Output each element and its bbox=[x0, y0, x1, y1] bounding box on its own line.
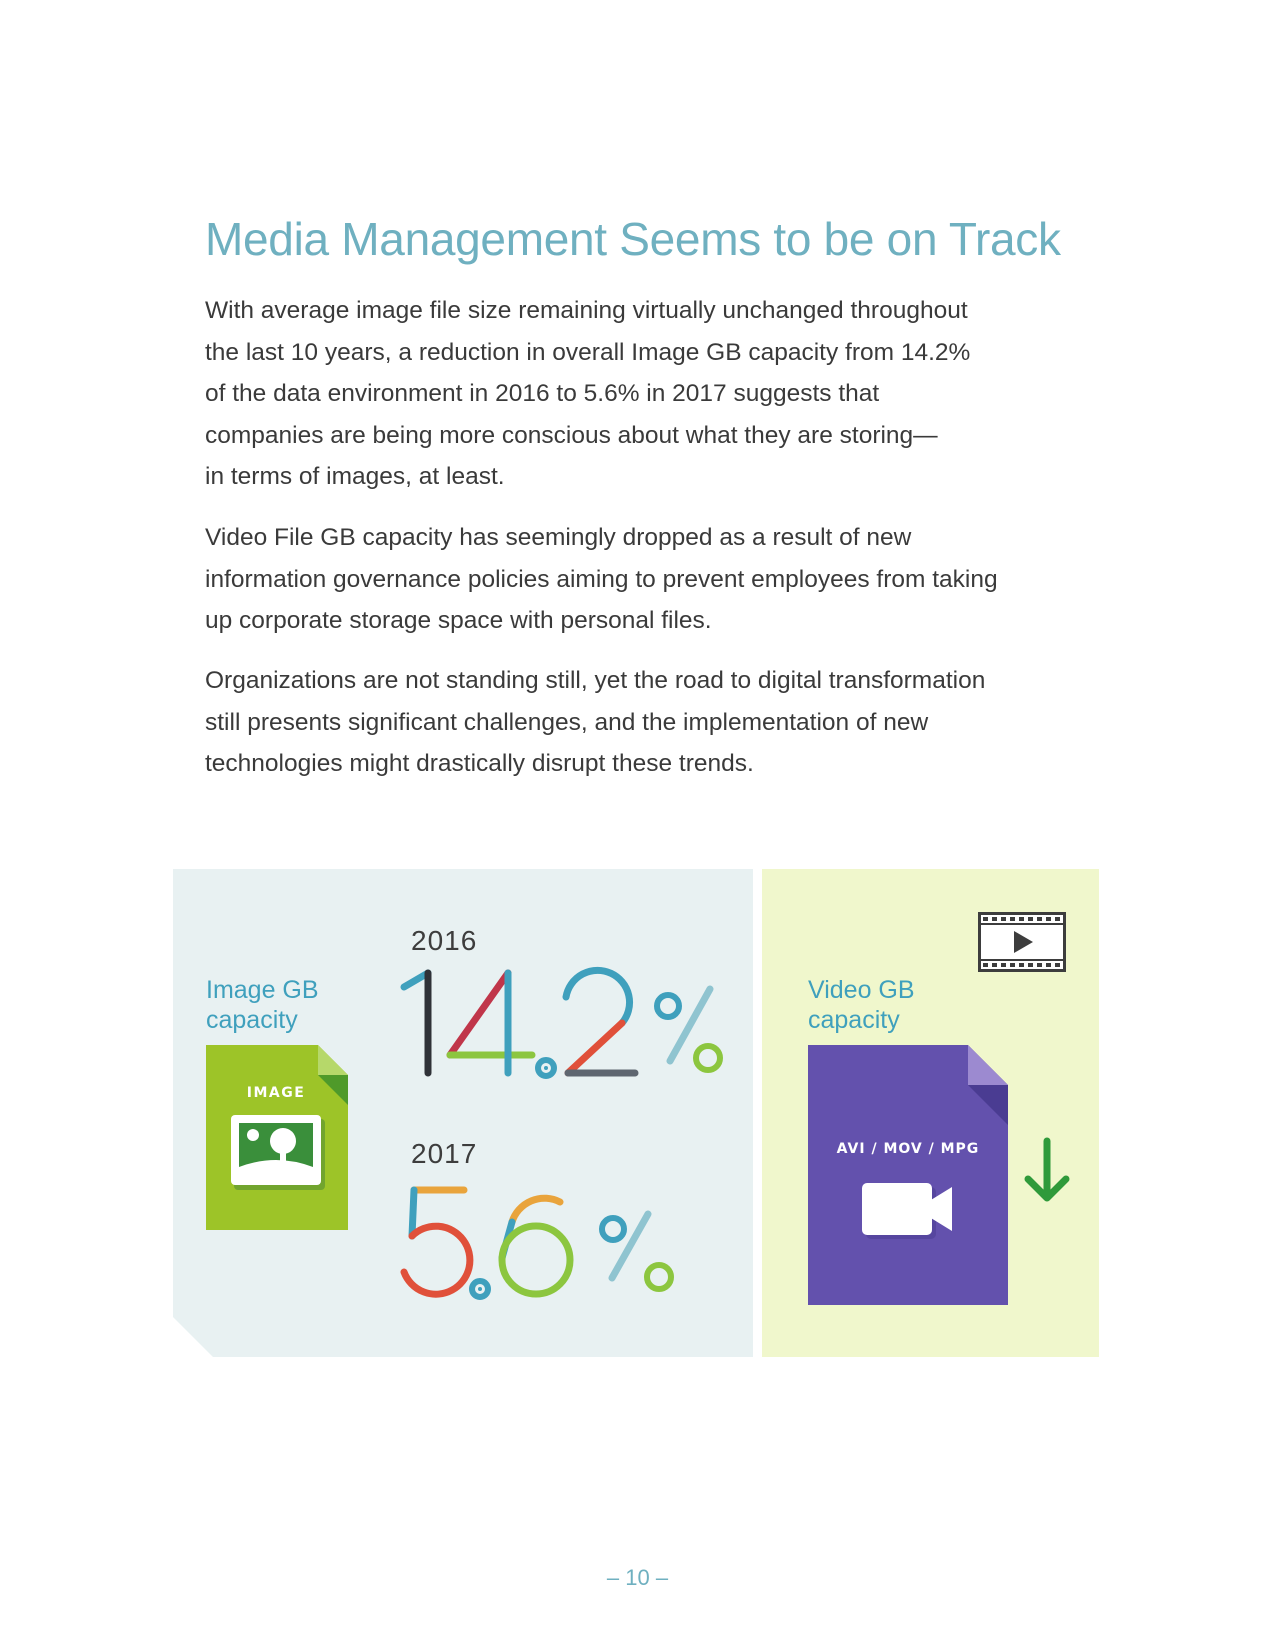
label-line: capacity bbox=[206, 1006, 298, 1034]
video-file-icon bbox=[808, 1045, 1008, 1305]
page-number: – 10 – bbox=[606, 1565, 669, 1590]
paragraph-3 bbox=[205, 660, 1085, 785]
year-2016: 2016 bbox=[411, 925, 478, 956]
paragraph-line: in terms of images, at least. bbox=[205, 463, 505, 490]
year-2017: 2017 bbox=[411, 1138, 478, 1169]
page-title: Media Management Seems to be on Track bbox=[205, 213, 1061, 265]
paragraph-line: the last 10 years, a reduction in overall Image GB capacity from 14.2% bbox=[205, 338, 971, 366]
video-file-label: AVI / MOV / MPG bbox=[836, 1141, 980, 1157]
stat-value-2017 bbox=[400, 1180, 690, 1310]
paragraph-line: Organizations are not standing still, yet the road to digital transformation bbox=[205, 667, 986, 694]
label-line: Image GB bbox=[206, 976, 319, 1004]
label-line: capacity bbox=[808, 1006, 900, 1034]
arrow-down-icon bbox=[1022, 1137, 1072, 1205]
paragraph-line: up corporate storage space with personal files. bbox=[205, 607, 712, 634]
paragraph-line: With average image file size remaining virtually unchanged throughout bbox=[205, 297, 968, 324]
image-capacity-label bbox=[206, 975, 319, 1035]
image-file-label: IMAGE bbox=[246, 1085, 306, 1101]
paragraph-line: information governance policies aiming to prevent employees from taking bbox=[205, 565, 998, 593]
stat-value-2016 bbox=[400, 965, 730, 1095]
paragraph-line: still presents significant challenges, and the implementation of new bbox=[205, 708, 929, 736]
image-file-icon bbox=[206, 1045, 348, 1230]
paragraph-line: of the data environment in 2016 to 5.6% in 2017 suggests that bbox=[205, 380, 880, 407]
paragraph-line: companies are being more conscious about what they are storing— bbox=[205, 421, 938, 449]
paragraph-line: technologies might drastically disrupt these trends. bbox=[205, 750, 754, 777]
label-line: Video GB bbox=[808, 976, 915, 1004]
film-play-icon bbox=[978, 912, 1066, 972]
paragraph-2 bbox=[205, 517, 1085, 642]
paragraph-1 bbox=[205, 290, 1085, 498]
video-capacity-label bbox=[808, 975, 915, 1035]
paragraph-line: Video File GB capacity has seemingly dropped as a result of new bbox=[205, 524, 912, 551]
